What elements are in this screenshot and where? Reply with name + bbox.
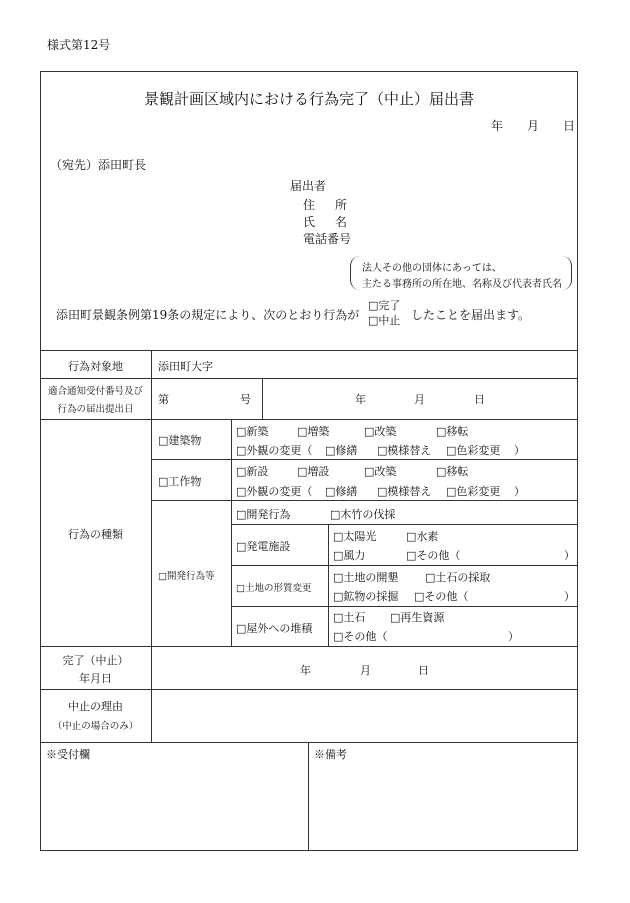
development-checkbox[interactable]: □開発行為等 [158,571,215,582]
option-complete-checkbox[interactable]: □完了 [368,299,401,312]
land-change-checkbox[interactable]: □土地の形質変更 [236,583,312,594]
date-year-label: 年 [491,119,504,133]
building-relocation-checkbox[interactable]: □移転 [436,425,469,438]
power-facility-checkbox[interactable]: □発電施設 [236,540,291,553]
soil-stone-checkbox[interactable]: □土石 [333,611,366,624]
building-extension-checkbox[interactable]: □増築 [297,425,330,438]
notifier-phone-label: 電話番号 [303,232,352,246]
reception-label: ※受付欄 [46,748,90,761]
addressee: （宛先）添田町長 [50,158,147,172]
building-paren-close: ） [514,444,525,457]
complete-label-line1: 完了（中止） [62,654,129,667]
structure-extension-checkbox[interactable]: □増設 [297,465,330,478]
notifier-name-label: 氏 名 [303,215,352,229]
structure-repair-checkbox[interactable]: □修繕 [325,485,358,498]
wind-checkbox[interactable]: □風力 [333,549,366,562]
power-other-checkbox[interactable]: □その他（ [406,549,461,562]
building-color-change-checkbox[interactable]: □色彩変更 [446,444,501,457]
structure-relocation-checkbox[interactable]: □移転 [436,465,469,478]
location-label: 行為対象地 [68,360,123,373]
structure-new-checkbox[interactable]: □新設 [236,465,269,478]
power-other-paren-close: ） [564,549,575,562]
corporate-note-line2: 主たる事務所の所在地、名称及び代表者氏名 [362,279,562,290]
notice-number-prefix: 第 [158,393,169,406]
recycled-resource-checkbox[interactable]: □再生資源 [390,611,445,624]
notice-label-line2: 行為の届出提出日 [57,404,134,415]
form-title: 景観計画区域内における行為完了（中止）届出書 [143,90,474,108]
reason-label-line1: 中止の理由 [68,700,123,713]
statement-suffix: したことを届出ます。 [411,308,531,322]
solar-checkbox[interactable]: □太陽光 [333,530,377,543]
notifier-label: 届出者 [290,179,327,193]
structure-rebuild-checkbox[interactable]: □改築 [364,465,397,478]
complete-date-day: 日 [418,664,429,677]
building-rebuild-checkbox[interactable]: □改築 [364,425,397,438]
building-repair-checkbox[interactable]: □修繕 [325,444,358,457]
structure-remodel-checkbox[interactable]: □模様替え [377,485,432,498]
corporate-note-line1: 法人その他の団体にあっては、 [362,263,502,274]
notice-date-day: 日 [474,393,485,406]
statement-prefix: 添田町景観条例第19条の規定により、次のとおり行為が [56,308,360,322]
hydrogen-checkbox[interactable]: □水素 [406,530,439,543]
mineral-mining-checkbox[interactable]: □鉱物の採掘 [333,590,399,603]
complete-label-line2: 年月日 [79,672,112,685]
form-number: 様式第12号 [47,38,111,52]
location-value[interactable]: 添田町大字 [158,360,213,373]
notice-number-suffix: 号 [240,393,251,406]
bamboo-felling-checkbox[interactable]: □木竹の伐採 [330,508,396,521]
building-exterior-change-checkbox[interactable]: □外観の変更（ [236,444,313,457]
structure-checkbox[interactable]: □工作物 [158,475,202,488]
reason-label-line2: （中止の場合のみ） [52,721,139,732]
structure-paren-close: ） [514,485,525,498]
date-day-label: 日 [563,119,576,133]
complete-date-month: 月 [360,664,371,677]
pile-other-paren-close: ） [508,630,519,643]
notice-label-line1: 適合通知受付番号及び [47,386,143,397]
soil-extraction-checkbox[interactable]: □土石の採取 [425,571,491,584]
option-stop-checkbox[interactable]: □中止 [368,314,401,327]
type-label: 行為の種類 [68,528,123,541]
notice-date-month: 月 [414,393,425,406]
land-clearing-checkbox[interactable]: □土地の開墾 [333,571,399,584]
structure-color-change-checkbox[interactable]: □色彩変更 [446,485,501,498]
building-new-checkbox[interactable]: □新築 [236,425,269,438]
remarks-label: ※備考 [314,748,347,761]
structure-exterior-change-checkbox[interactable]: □外観の変更（ [236,485,313,498]
outdoor-piling-checkbox[interactable]: □屋外への堆積 [236,622,313,635]
notifier-address-label: 住 所 [303,198,352,212]
pile-other-checkbox[interactable]: □その他（ [333,630,388,643]
building-remodel-checkbox[interactable]: □模様替え [377,444,432,457]
building-checkbox[interactable]: □建築物 [158,434,202,447]
complete-date-year: 年 [300,664,311,677]
land-other-checkbox[interactable]: □その他（ [414,590,469,603]
notice-date-year: 年 [355,393,366,406]
date-month-label: 月 [527,119,540,133]
development-act-checkbox[interactable]: □開発行為 [236,508,291,521]
land-other-paren-close: ） [564,590,575,603]
